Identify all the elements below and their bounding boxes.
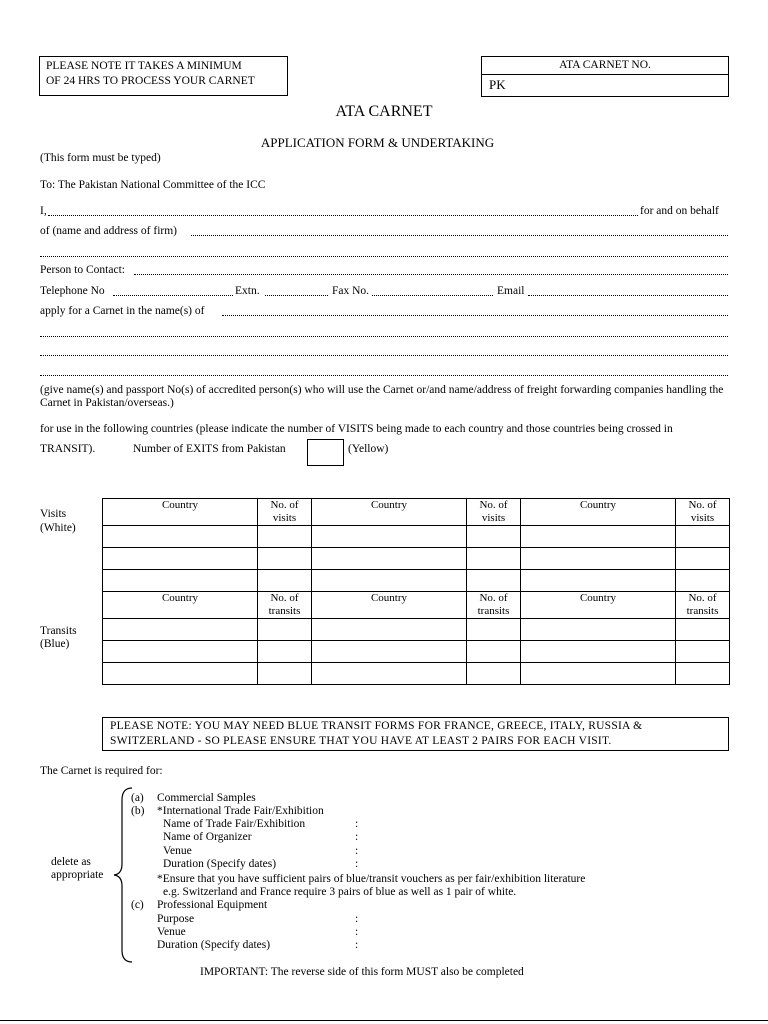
visits-cell[interactable]: [676, 548, 730, 570]
visits-cell[interactable]: [676, 570, 730, 592]
transits-country-header: Country: [521, 592, 676, 619]
exits-voucher-color: (Yellow): [348, 443, 389, 455]
equipment-venue-label: Venue: [157, 926, 186, 938]
visits-cell[interactable]: [103, 548, 258, 570]
transits-cell[interactable]: [676, 641, 730, 663]
visits-row: [103, 548, 730, 570]
visits-cell[interactable]: [258, 526, 312, 548]
transits-count-header: No. of transits: [676, 592, 730, 619]
visits-cell[interactable]: [467, 570, 521, 592]
transits-cell[interactable]: [521, 641, 676, 663]
form-subtitle: APPLICATION FORM & UNDERTAKING: [260, 135, 495, 150]
firm-field[interactable]: [191, 235, 728, 236]
apply-names-line2[interactable]: [40, 336, 728, 337]
visits-row: [103, 526, 730, 548]
option-a-key[interactable]: (a): [131, 792, 144, 804]
telephone-field[interactable]: [113, 295, 233, 296]
transits-cell[interactable]: [521, 663, 676, 685]
transits-country-header: Country: [312, 592, 467, 619]
blue-transit-notice-box: [102, 717, 729, 751]
important-note: IMPORTANT: The reverse side of this form MUST also be completed: [200, 966, 524, 978]
transits-cell[interactable]: [103, 619, 258, 641]
transits-cell[interactable]: [258, 619, 312, 641]
transits-count-header: No. of transits: [467, 592, 521, 619]
carnet-number-label: ATA CARNET NO.: [559, 59, 651, 71]
processing-notice-line2: OF 24 HRS TO PROCESS YOUR CARNET: [46, 75, 255, 87]
applicant-name-field[interactable]: [48, 215, 638, 216]
transits-row: [103, 641, 730, 663]
purpose-label: Purpose: [157, 913, 195, 925]
apply-names-line4[interactable]: [40, 375, 728, 376]
voucher-note-line2: e.g. Switzerland and France require 3 pairs of blue as well as 1 pair of white.: [163, 886, 517, 898]
fair-venue-label: Venue: [163, 845, 192, 857]
delete-note-line2: appropriate: [51, 869, 104, 881]
transits-cell[interactable]: [258, 663, 312, 685]
transits-count-header: No. of transits: [258, 592, 312, 619]
visits-cell[interactable]: [312, 526, 467, 548]
option-a-text: Commercial Samples: [157, 792, 256, 804]
transits-cell[interactable]: [467, 641, 521, 663]
visits-cell[interactable]: [258, 548, 312, 570]
transits-row: [103, 619, 730, 641]
field-colon: :: [355, 939, 359, 951]
behalf-label: for and on behalf: [640, 205, 719, 217]
field-colon: :: [355, 858, 359, 870]
fax-label: Fax No.: [332, 285, 370, 297]
countries-instruction: for use in the following countries (please indicate the number of VISITS being made to each country and those countries being crossed in: [40, 423, 673, 435]
fair-duration-label: Duration (Specify dates): [163, 858, 277, 870]
visits-country-header: Country: [521, 499, 676, 526]
visits-cell[interactable]: [521, 570, 676, 592]
form-title: ATA CARNET: [335, 103, 433, 120]
field-colon: :: [355, 926, 359, 938]
transits-cell[interactable]: [312, 641, 467, 663]
extension-field[interactable]: [265, 295, 328, 296]
required-for-label: The Carnet is required for:: [40, 765, 163, 777]
apply-names-line3[interactable]: [40, 355, 728, 356]
visits-color-label: (White): [40, 522, 76, 534]
email-label: Email: [497, 285, 525, 297]
blue-transit-notice-line2: SWITZERLAND - SO PLEASE ENSURE THAT YOU HAVE AT LEAST 2 PAIRS FOR EACH VISIT.: [110, 735, 612, 747]
apply-label: apply for a Carnet in the name(s) of: [40, 305, 205, 317]
visits-cell[interactable]: [258, 570, 312, 592]
equipment-duration-label: Duration (Specify dates): [157, 939, 271, 951]
carnet-number-box: [481, 56, 729, 97]
email-field[interactable]: [528, 295, 728, 296]
visits-country-header: Country: [103, 499, 258, 526]
field-colon: :: [355, 818, 359, 830]
contact-label: Person to Contact:: [40, 264, 125, 276]
option-b-key[interactable]: (b): [131, 805, 145, 817]
transits-cell[interactable]: [258, 641, 312, 663]
field-colon: :: [355, 831, 359, 843]
transits-cell[interactable]: [312, 663, 467, 685]
page-bottom-rule: [0, 1020, 768, 1021]
visits-count-header: No. of visits: [676, 499, 730, 526]
transits-cell[interactable]: [676, 663, 730, 685]
carnet-number-prefix[interactable]: PK: [489, 77, 506, 92]
visits-cell[interactable]: [312, 570, 467, 592]
transit-word: TRANSIT).: [40, 443, 96, 455]
extension-label: Extn.: [235, 285, 260, 297]
visits-label: Visits: [40, 508, 67, 520]
apply-names-field[interactable]: [222, 315, 728, 316]
processing-notice-box: [39, 56, 288, 96]
transits-label: Transits: [40, 625, 77, 637]
option-b-text: *International Trade Fair/Exhibition: [157, 805, 324, 817]
visits-cell[interactable]: [103, 526, 258, 548]
visits-cell[interactable]: [521, 526, 676, 548]
countries-table: [102, 498, 730, 685]
typed-note: (This form must be typed): [40, 152, 161, 164]
visits-row: [103, 570, 730, 592]
transits-cell[interactable]: [103, 641, 258, 663]
transits-country-header: Country: [103, 592, 258, 619]
visits-cell[interactable]: [676, 526, 730, 548]
transits-color-label: (Blue): [40, 638, 70, 650]
delete-note-line1: delete as: [51, 856, 91, 868]
exits-count-box[interactable]: [307, 439, 344, 466]
transits-header-row: [103, 592, 730, 619]
transits-cell[interactable]: [467, 619, 521, 641]
organizer-label: Name of Organizer: [163, 831, 252, 843]
processing-notice-line1: PLEASE NOTE IT TAKES A MINIMUM: [46, 60, 242, 72]
visits-count-header: No. of visits: [467, 499, 521, 526]
applicant-label: I,: [40, 205, 47, 217]
trade-fair-name-label: Name of Trade Fair/Exhibition: [163, 818, 306, 830]
visits-count-header: No. of visits: [258, 499, 312, 526]
transits-cell[interactable]: [521, 619, 676, 641]
passport-note: (give name(s) and passport No(s) of accredited person(s) who will use the Carnet or/and name/address of freight forwarding companies handling the Carnet in Pakistan/overseas.): [40, 384, 724, 409]
firm-field-line2[interactable]: [40, 256, 728, 257]
visits-cell[interactable]: [103, 570, 258, 592]
transits-cell[interactable]: [467, 663, 521, 685]
option-c-text: Professional Equipment: [157, 899, 268, 911]
visits-cell[interactable]: [467, 526, 521, 548]
transits-cell[interactable]: [312, 619, 467, 641]
transits-cell[interactable]: [676, 619, 730, 641]
telephone-label: Telephone No: [40, 285, 105, 297]
transits-row: [103, 663, 730, 685]
field-colon: :: [355, 845, 359, 857]
option-c-key[interactable]: (c): [131, 899, 144, 911]
transits-cell[interactable]: [103, 663, 258, 685]
blue-transit-notice-line1: PLEASE NOTE: YOU MAY NEED BLUE TRANSIT FORMS FOR FRANCE, GREECE, ITALY, RUSSIA &: [110, 720, 643, 732]
visits-cell[interactable]: [312, 548, 467, 570]
visits-cell[interactable]: [521, 548, 676, 570]
visits-country-header: Country: [312, 499, 467, 526]
contact-field[interactable]: [134, 274, 728, 275]
visits-cell[interactable]: [467, 548, 521, 570]
voucher-note-line1: *Ensure that you have sufficient pairs of blue/transit vouchers as per fair/exhibition literature: [157, 873, 586, 885]
visits-header-row: [103, 499, 730, 526]
exits-label: Number of EXITS from Pakistan: [133, 443, 286, 455]
field-colon: :: [355, 913, 359, 925]
firm-label: of (name and address of firm): [40, 225, 177, 237]
fax-field[interactable]: [372, 295, 493, 296]
addressee-line: To: The Pakistan National Committee of the ICC: [40, 179, 266, 191]
